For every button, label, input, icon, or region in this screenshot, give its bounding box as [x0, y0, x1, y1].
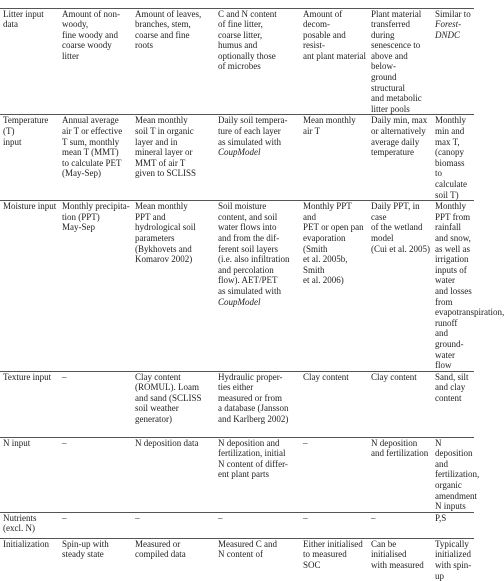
table-row	[0, 512, 474, 538]
table-cell: –	[300, 437, 368, 512]
table-cell: –	[368, 512, 432, 538]
row-label: Litter input data	[0, 8, 59, 115]
table-cell	[215, 0, 300, 8]
row-label	[0, 0, 59, 8]
row-label: Initialization	[0, 538, 59, 581]
table-row	[0, 437, 474, 512]
table-cell: N deposition data	[132, 437, 215, 512]
table-cell: N deposition and fertilization, organic amendment N inputs	[432, 437, 474, 512]
table-row	[0, 115, 474, 201]
table-cell: Mean monthly PPT and hydrological soil parameters (Bykhovets and Komarov 2002)	[132, 201, 215, 372]
row-label: N input	[0, 437, 59, 512]
table-cell: Amount of decom- posable and resist- ant plant material	[300, 8, 368, 115]
table-cell	[300, 0, 368, 8]
row-label: Nutrients (excl. N)	[0, 512, 59, 538]
table-cell: Plant material transferred during senescence to above and below- ground structural and metabolic litter pools	[368, 8, 432, 115]
table-cell: –	[132, 512, 215, 538]
table-cell: Annual average air T or effective T sum, monthly mean T (MMT) to calculate PET (May-Sep)	[59, 115, 132, 201]
table-cell: Monthly min and max T, (canopy biomass to calculate soil T)	[432, 115, 474, 201]
table-cell: Soil moisture content, and soil water flows into and from the dif- ferent soil layers (i.e. also infiltration and percolation flow). AET/PET as simulated with CoupModel	[215, 201, 300, 372]
table-cell: N deposition and fertilization	[368, 437, 432, 512]
table-cell: Similar to Forest-DNDC	[432, 8, 474, 115]
table-cell	[132, 0, 215, 8]
row-label: Temperature (T) input	[0, 115, 59, 201]
table-cell: Clay content (ROMUL). Loam and sand (SCLISS soil weather generator)	[132, 371, 215, 437]
table-cell: Clay content	[368, 371, 432, 437]
table-cell: –	[59, 371, 132, 437]
table-cell: Mean monthly soil T in organic layer and in mineral layer or MMT of air T given to SCLISS	[132, 115, 215, 201]
table-cell: P,S	[432, 512, 474, 538]
table-cell: Measured C and N content of	[215, 538, 300, 581]
row-label: Moisture input	[0, 201, 59, 372]
table-cell: N deposition and fertilization, initial N content of differ- ent plant parts	[215, 437, 300, 512]
table-cell: Clay content	[300, 371, 368, 437]
table-cell: Daily soil tempera- ture of each layer as simulated with CoupModel	[215, 115, 300, 201]
table-cell: Monthly PPT and PET or open pan evaporation (Smith et al. 2005b, Smith et al. 2006)	[300, 201, 368, 372]
table-cell: Daily min, max or alternatively average daily temperature	[368, 115, 432, 201]
table-cell: –	[59, 512, 132, 538]
table-cell	[368, 0, 432, 8]
table-cell: Can be initialised with measured	[368, 538, 432, 581]
table-cell: Sand, silt and clay content	[432, 371, 474, 437]
table-cell: Measured or compiled data	[132, 538, 215, 581]
table-cell: Either initialised to measured SOC	[300, 538, 368, 581]
table-cell: Spin-up with steady state	[59, 538, 132, 581]
table-row	[0, 538, 474, 581]
table-row	[0, 8, 474, 115]
table-cell	[59, 0, 132, 8]
table-row	[0, 0, 474, 8]
table-cell: –	[215, 512, 300, 538]
table-cell: Amount of leaves, branches, stem, coarse and fine roots	[132, 8, 215, 115]
table-cell	[432, 0, 474, 8]
table-cell: Monthly precipita- tion (PPT) May-Sep	[59, 201, 132, 372]
table-row	[0, 371, 474, 437]
table-cell: Mean monthly air T	[300, 115, 368, 201]
table-cell: Hydraulic proper- ties either measured or from a database (Jansson and Karlberg 2002)	[215, 371, 300, 437]
table-cell: Monthly PPT from rainfall and snow, as well as irrigation inputs of water and losses from evapotranspiration, runoff and ground- water flow	[432, 201, 474, 372]
table-row	[0, 201, 474, 372]
row-label: Texture input	[0, 371, 59, 437]
table-cell: –	[300, 512, 368, 538]
table-cell: Daily PPT, in case of the wetland model (Cui et al. 2005)	[368, 201, 432, 372]
table-cell: C and N content of fine litter, coarse litter, humus and optionally those of microbes	[215, 8, 300, 115]
table-cell: Typically initialized with spin-up	[432, 538, 474, 581]
table-cell: –	[59, 437, 132, 512]
table-cell: Amount of non- woody, fine woody and coarse woody litter	[59, 8, 132, 115]
